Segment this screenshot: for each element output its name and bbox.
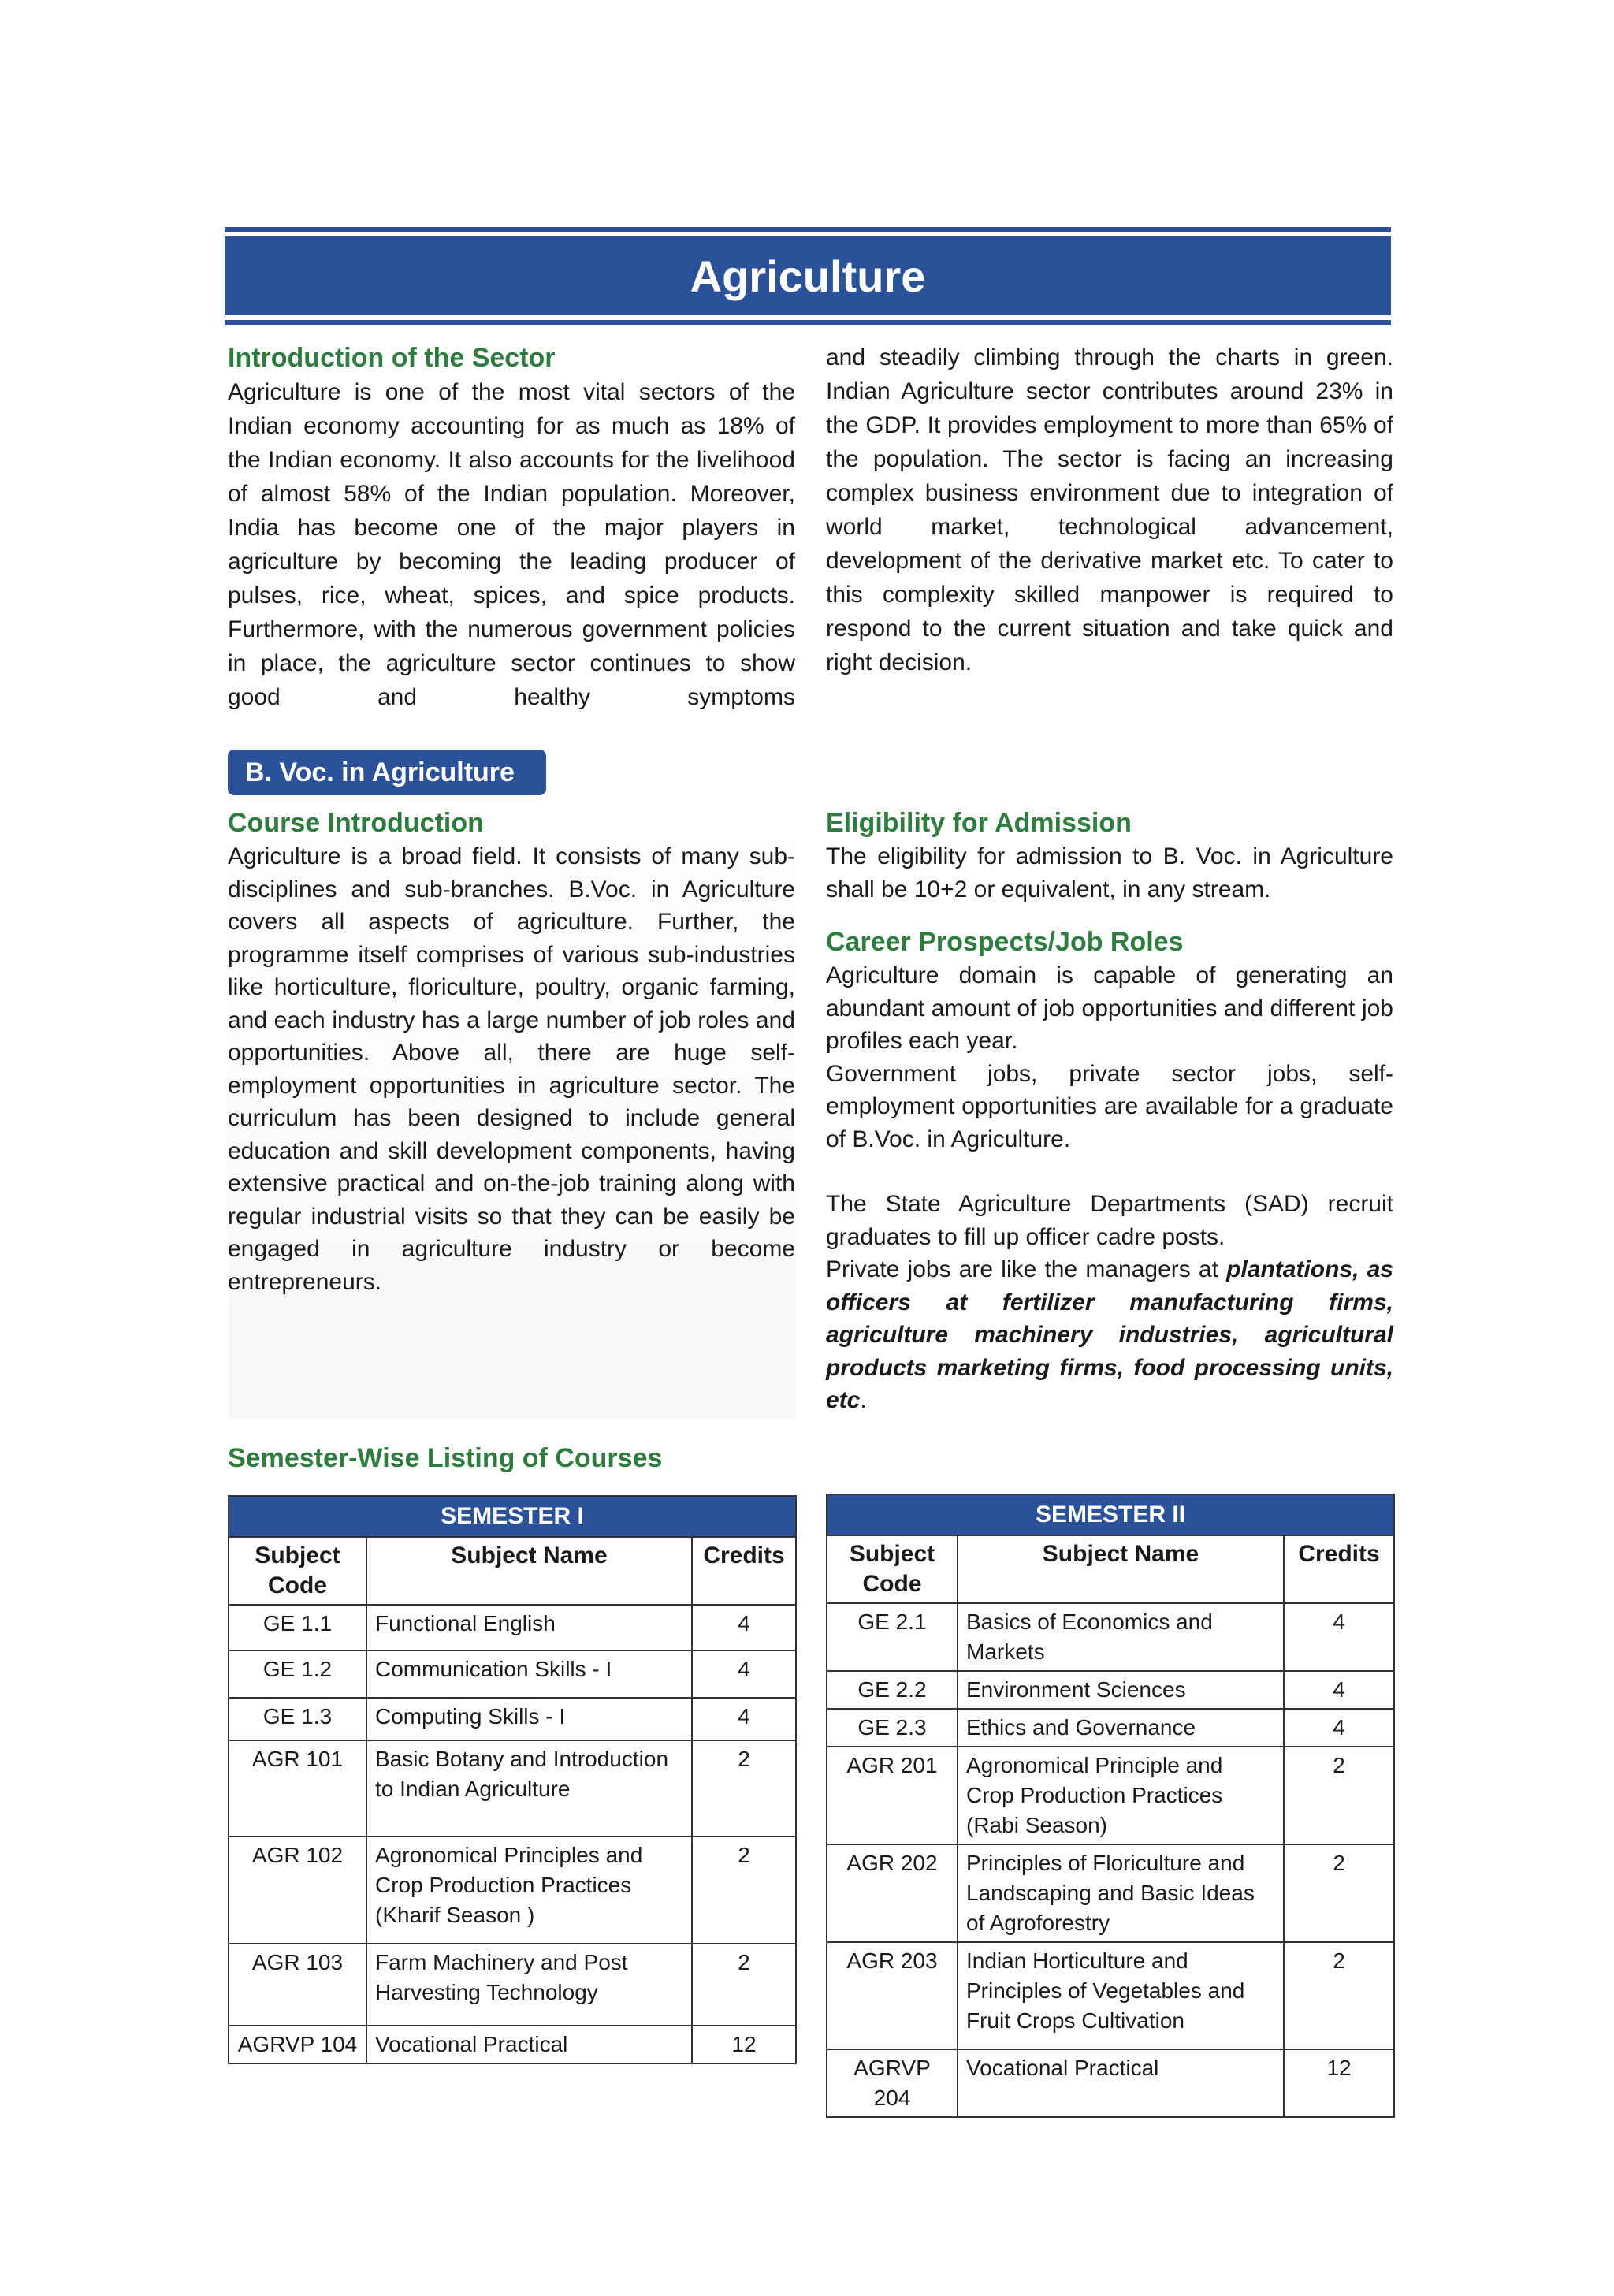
career-paragraph-3: The State Agriculture Departments (SAD) recruit graduates to fill up officer cadre posts. bbox=[826, 1191, 1393, 1250]
course-intro-paragraph: Agriculture is a broad field. It consists of many sub-disciplines and sub-branches. B.Voc. in Agriculture covers all aspects of agriculture. Further, the programme itself comprises of various sub-industries like horticulture, floriculture, poultry, organic farming, and each industry has a large number of job roles and opportunities. Above all, there are huge self-employment opportunities in agriculture sector. The curriculum has been designed to include general education and skill development components, having extensive practical and on-the-job training along with regular industrial visits so that they can be easily be engaged in agriculture industry or become entrepreneurs. bbox=[228, 843, 795, 1295]
eligibility-heading: Eligibility for Admission bbox=[826, 808, 1132, 838]
subject-credits: 2 bbox=[1284, 1844, 1394, 1942]
career-heading: Career Prospects/Job Roles bbox=[826, 927, 1184, 957]
subject-code: AGR 103 bbox=[229, 1944, 366, 2026]
subject-code: GE 2.3 bbox=[827, 1709, 958, 1747]
title-banner bbox=[225, 227, 1391, 325]
subject-credits: 4 bbox=[1284, 1603, 1394, 1671]
career-paragraph-4-bold: plantations, as officers at fertilizer manufacturing firms, agriculture machinery industries, agricultural products marketing firms, food processing units, etc bbox=[826, 1256, 1394, 1413]
table-row bbox=[827, 1603, 1394, 1671]
subject-name: Vocational Practical bbox=[366, 2026, 692, 2063]
subject-name: Basic Botany and Introduction to Indian Agriculture bbox=[366, 1740, 692, 1836]
subject-credits: 2 bbox=[692, 1740, 796, 1836]
table-row bbox=[827, 1844, 1394, 1942]
semester-1-table bbox=[228, 1495, 797, 2064]
subject-code: GE 2.1 bbox=[827, 1603, 958, 1671]
subject-code: AGRVP 104 bbox=[229, 2026, 366, 2063]
intro-paragraph-right: and steadily climbing through the charts in green. Indian Agriculture sector contributes around 23% in the GDP. It provides employment to more than 65% of the population. The sector is facing an increasing complex business environment due to integration of world market, technological advancement, development of the derivative market etc. To cater to this complexity skilled manpower is required to respond to the current situation and take quick and right decision. bbox=[826, 344, 1393, 675]
eligibility-paragraph: The eligibility for admission to B. Voc. in Agriculture shall be 10+2 or equivalent, in any stream. bbox=[826, 843, 1393, 902]
table-row bbox=[229, 1650, 796, 1698]
subject-name: Communication Skills - I bbox=[366, 1650, 692, 1698]
subject-credits: 2 bbox=[1284, 1747, 1394, 1844]
subject-credits: 2 bbox=[692, 1944, 796, 2026]
table-row bbox=[827, 1942, 1394, 2049]
subject-code: AGR 201 bbox=[827, 1747, 958, 1844]
table-row bbox=[229, 1605, 796, 1650]
semester-1-title: SEMESTER I bbox=[229, 1496, 796, 1537]
subject-name: Computing Skills - I bbox=[366, 1698, 692, 1740]
subject-code: GE 1.1 bbox=[229, 1605, 366, 1650]
course-intro-column bbox=[228, 806, 795, 1298]
table-row bbox=[229, 1698, 796, 1740]
table-row bbox=[229, 1944, 796, 2026]
eligibility-career-column bbox=[826, 806, 1393, 1417]
listing-heading: Semester-Wise Listing of Courses bbox=[228, 1443, 663, 1473]
intro-left-column bbox=[228, 340, 795, 714]
subject-credits: 4 bbox=[1284, 1709, 1394, 1747]
career-paragraph-4-lead: Private jobs are like the managers at bbox=[826, 1256, 1227, 1282]
career-paragraph-4-end: . bbox=[860, 1387, 867, 1413]
column-header-credits: Credits bbox=[692, 1537, 796, 1605]
subject-credits: 4 bbox=[692, 1605, 796, 1650]
subject-code: GE 1.2 bbox=[229, 1650, 366, 1698]
table-row bbox=[827, 1671, 1394, 1709]
subject-name: Ethics and Governance bbox=[958, 1709, 1284, 1747]
subject-name: Agronomical Principle and Crop Production Practices (Rabi Season) bbox=[958, 1747, 1284, 1844]
column-header-name: Subject Name bbox=[958, 1535, 1284, 1603]
subject-credits: 2 bbox=[692, 1836, 796, 1944]
subject-code: AGR 102 bbox=[229, 1836, 366, 1944]
intro-right-column bbox=[826, 340, 1393, 679]
subject-name: Agronomical Principles and Crop Production Practices (Kharif Season ) bbox=[366, 1836, 692, 1944]
subject-name: Functional English bbox=[366, 1605, 692, 1650]
table-row bbox=[827, 2049, 1394, 2117]
career-paragraph-2: Government jobs, private sector jobs, self-employment opportunities are available for a graduate of B.Voc. in Agriculture. bbox=[826, 1060, 1393, 1152]
subject-name: Principles of Floriculture and Landscaping and Basic Ideas of Agroforestry bbox=[958, 1844, 1284, 1942]
table-row bbox=[229, 1740, 796, 1836]
subject-code: AGR 202 bbox=[827, 1844, 958, 1942]
intro-paragraph-left: Agriculture is one of the most vital sectors of the Indian economy accounting for as much as 18% of the Indian economy. It also accounts for the livelihood of almost 58% of the Indian population. Moreover, India has become one of the major players in agriculture by becoming the leading producer of pulses, rice, wheat, spices, and spice products. Furthermore, with the numerous government policies in place, the agriculture sector continues to show good and healthy symptoms bbox=[228, 379, 795, 710]
column-header-name: Subject Name bbox=[366, 1537, 692, 1605]
subject-credits: 4 bbox=[692, 1698, 796, 1740]
career-paragraph-1: Agriculture domain is capable of generating an abundant amount of job opportunities and different job profiles each year. bbox=[826, 962, 1393, 1054]
column-header-credits: Credits bbox=[1284, 1535, 1394, 1603]
subject-name: Indian Horticulture and Principles of Vegetables and Fruit Crops Cultivation bbox=[958, 1942, 1284, 2049]
subject-credits: 12 bbox=[692, 2026, 796, 2063]
subject-name: Farm Machinery and Post Harvesting Technology bbox=[366, 1944, 692, 2026]
program-pill: B. Voc. in Agriculture bbox=[228, 750, 546, 795]
semester-2-title: SEMESTER II bbox=[827, 1494, 1394, 1535]
table-row bbox=[229, 2026, 796, 2063]
subject-code: GE 2.2 bbox=[827, 1671, 958, 1709]
subject-code: AGR 203 bbox=[827, 1942, 958, 2049]
page-title: Agriculture bbox=[225, 236, 1391, 315]
subject-credits: 12 bbox=[1284, 2049, 1394, 2117]
subject-code: AGRVP 204 bbox=[827, 2049, 958, 2117]
subject-name: Basics of Economics and Markets bbox=[958, 1603, 1284, 1671]
course-intro-heading: Course Introduction bbox=[228, 808, 484, 838]
table-row bbox=[229, 1836, 796, 1944]
subject-code: GE 1.3 bbox=[229, 1698, 366, 1740]
career-paragraph-4 bbox=[826, 1253, 1393, 1417]
table-row bbox=[827, 1709, 1394, 1747]
subject-credits: 4 bbox=[692, 1650, 796, 1698]
column-header-code: Subject Code bbox=[229, 1537, 366, 1605]
table-row bbox=[827, 1747, 1394, 1844]
intro-heading: Introduction of the Sector bbox=[228, 343, 556, 373]
subject-name: Environment Sciences bbox=[958, 1671, 1284, 1709]
subject-credits: 4 bbox=[1284, 1671, 1394, 1709]
semester-2-table bbox=[826, 1494, 1395, 2118]
column-header-code: Subject Code bbox=[827, 1535, 958, 1603]
subject-credits: 2 bbox=[1284, 1942, 1394, 2049]
subject-code: AGR 101 bbox=[229, 1740, 366, 1836]
subject-name: Vocational Practical bbox=[958, 2049, 1284, 2117]
